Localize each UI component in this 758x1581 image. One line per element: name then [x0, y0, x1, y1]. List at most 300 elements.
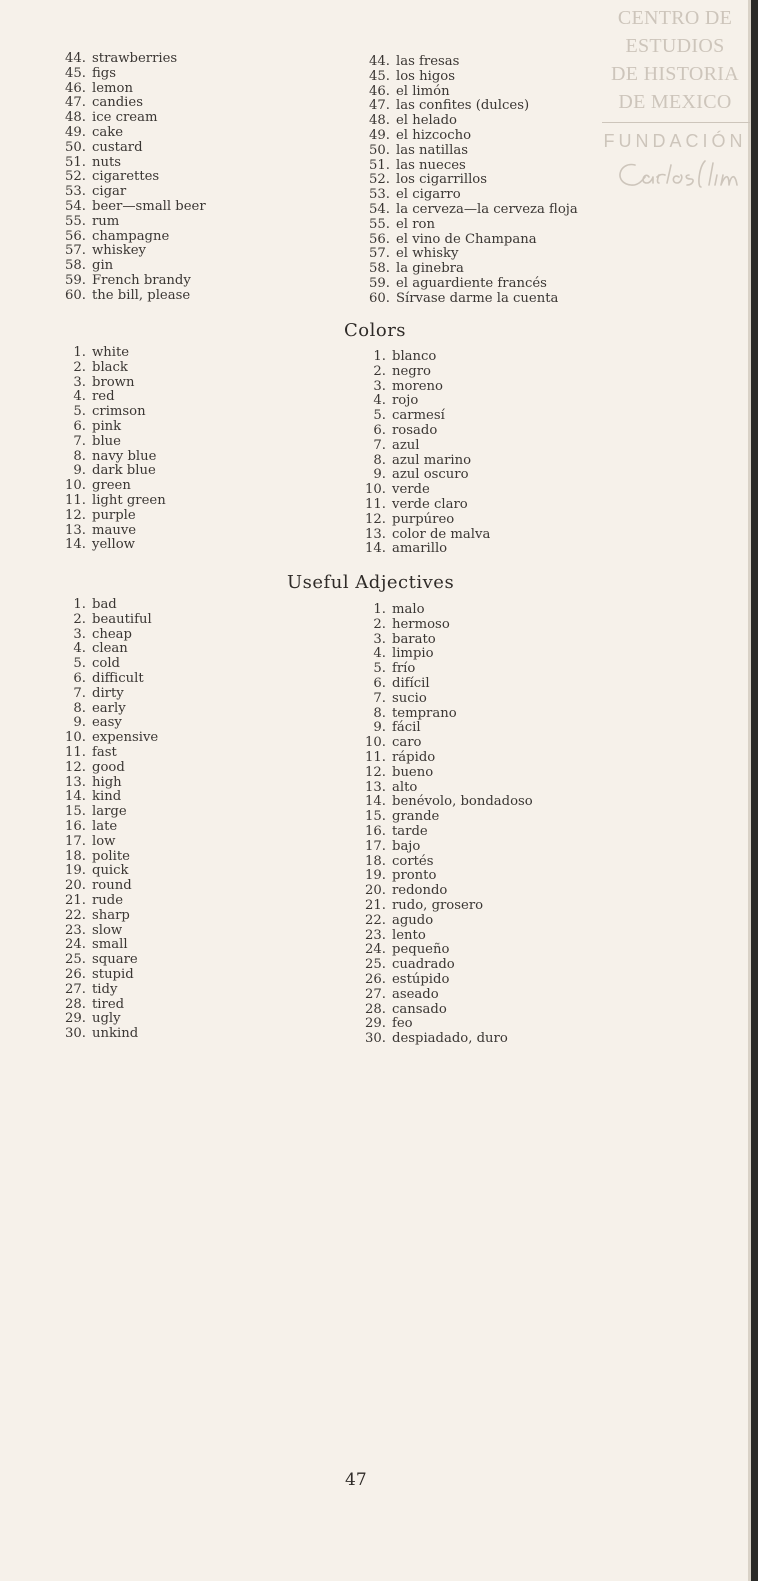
item-number: 7.: [73, 685, 86, 701]
item-text: stupid: [92, 966, 134, 982]
item-text: el helado: [396, 113, 457, 129]
item-text: temprano: [392, 705, 457, 721]
item-text: azul: [392, 437, 420, 453]
list: [62, 598, 158, 1042]
item-number: 53.: [65, 184, 86, 200]
list-item: [362, 810, 533, 825]
item-text: hermoso: [392, 616, 450, 632]
watermark: [600, 4, 750, 193]
item-number: 18.: [65, 848, 86, 864]
list-item: [362, 1032, 533, 1047]
item-text: pronto: [392, 868, 437, 884]
list-item: [62, 998, 158, 1013]
item-number: 4.: [73, 389, 86, 405]
item-number: 56.: [65, 228, 86, 244]
item-text: grande: [392, 809, 440, 825]
item-text: French brandy: [92, 272, 191, 288]
item-number: 3.: [73, 374, 86, 390]
item-text: pequeño: [392, 942, 450, 958]
list-item: [62, 156, 206, 171]
item-number: 49.: [369, 127, 390, 143]
item-text: purpúreo: [392, 511, 455, 527]
item-text: light green: [92, 492, 166, 508]
item-text: blue: [92, 433, 121, 449]
item-number: 45.: [65, 65, 86, 81]
list-item: [366, 159, 578, 174]
item-text: la cerveza—la cerveza floja: [396, 201, 578, 217]
list-item: [362, 483, 490, 498]
list-item: [62, 746, 158, 761]
list-item: [366, 247, 578, 262]
item-number: 29.: [65, 1011, 86, 1027]
item-number: 29.: [365, 1016, 386, 1032]
list-item: [62, 938, 158, 953]
list-item: [362, 781, 533, 796]
list-item: [62, 274, 206, 289]
item-number: 4.: [373, 646, 386, 662]
item-text: feo: [392, 1016, 413, 1032]
item-number: 14.: [65, 537, 86, 553]
item-text: bad: [92, 597, 117, 612]
item-number: 11.: [65, 492, 86, 508]
item-number: 12.: [365, 511, 386, 527]
list-item: [362, 618, 533, 633]
list-item: [62, 820, 158, 835]
list-item: [62, 598, 158, 613]
list-item: [362, 350, 490, 365]
item-number: 60.: [65, 287, 86, 303]
list-item: [62, 657, 158, 672]
list-item: [366, 85, 578, 100]
item-text: champagne: [92, 228, 170, 244]
list-item: [62, 850, 158, 865]
list-item: [362, 736, 533, 751]
item-text: difícil: [392, 675, 430, 691]
item-number: 24.: [65, 937, 86, 953]
list-item: [362, 1017, 533, 1032]
item-number: 54.: [369, 201, 390, 217]
item-text: tired: [92, 996, 125, 1012]
list-item: [62, 126, 206, 141]
item-number: 5.: [73, 656, 86, 672]
item-text: cigar: [92, 184, 127, 200]
item-number: 52.: [65, 169, 86, 185]
list-item: [62, 983, 158, 998]
list: [366, 55, 578, 307]
list-item: [62, 361, 166, 376]
item-text: large: [92, 804, 127, 820]
item-text: blanco: [392, 349, 437, 364]
item-text: el limón: [396, 83, 450, 99]
list-item: [362, 855, 533, 870]
item-text: lento: [392, 927, 426, 943]
list-item: [362, 394, 490, 409]
item-number: 11.: [65, 744, 86, 760]
list-item: [62, 479, 166, 494]
item-number: 5.: [73, 404, 86, 420]
list-item: [62, 376, 166, 391]
item-text: estúpido: [392, 971, 450, 987]
item-text: rum: [92, 213, 120, 229]
list-item: [62, 790, 158, 805]
list-item: [366, 55, 578, 70]
adjectives-list-spanish: [362, 603, 533, 1047]
item-number: 11.: [365, 749, 386, 765]
item-number: 19.: [365, 868, 386, 884]
list-item: [362, 647, 533, 662]
list-item: [62, 909, 158, 924]
item-text: fast: [92, 744, 117, 760]
list-item: [362, 795, 533, 810]
item-number: 44.: [65, 51, 86, 66]
item-text: rosado: [392, 422, 438, 438]
item-text: mauve: [92, 522, 137, 538]
item-number: 6.: [73, 670, 86, 686]
list-item: [62, 864, 158, 879]
item-text: despiadado, duro: [392, 1031, 508, 1047]
item-text: la ginebra: [396, 261, 464, 277]
list-item: [62, 435, 166, 450]
list-item: [62, 230, 206, 245]
list-item: [62, 141, 206, 156]
item-text: nuts: [92, 154, 122, 170]
item-text: Sírvase darme la cuenta: [396, 290, 559, 306]
item-number: 14.: [365, 541, 386, 557]
item-number: 56.: [369, 231, 390, 247]
item-number: 2.: [73, 611, 86, 627]
list-item: [362, 1003, 533, 1018]
list-item: [62, 731, 158, 746]
item-number: 55.: [369, 216, 390, 232]
item-text: crimson: [92, 404, 146, 420]
item-number: 12.: [65, 759, 86, 775]
item-number: 1.: [73, 597, 86, 612]
item-number: 25.: [365, 957, 386, 973]
item-number: 23.: [365, 927, 386, 943]
item-text: cansado: [392, 1001, 447, 1017]
item-text: late: [92, 818, 118, 834]
item-text: the bill, please: [92, 287, 191, 303]
item-number: 27.: [365, 986, 386, 1002]
item-text: los higos: [396, 68, 455, 84]
item-text: agudo: [392, 912, 434, 928]
list: [362, 350, 490, 557]
item-number: 45.: [369, 68, 390, 84]
item-number: 28.: [65, 996, 86, 1012]
item-number: 22.: [365, 912, 386, 928]
item-text: bajo: [392, 838, 421, 854]
item-number: 15.: [65, 804, 86, 820]
item-text: expensive: [92, 730, 159, 746]
item-text: azul marino: [392, 452, 472, 468]
item-text: green: [92, 478, 131, 494]
item-text: slow: [92, 922, 123, 938]
item-text: purple: [92, 507, 136, 523]
item-text: unkind: [92, 1026, 139, 1042]
item-number: 14.: [365, 794, 386, 810]
item-text: cold: [92, 656, 120, 672]
list-item: [62, 509, 166, 524]
list-item: [366, 129, 578, 144]
list-item: [62, 450, 166, 465]
list-item: [362, 677, 533, 692]
item-text: benévolo, bondadoso: [392, 794, 533, 810]
item-number: 1.: [373, 602, 386, 617]
item-number: 10.: [65, 730, 86, 746]
item-number: 10.: [365, 482, 386, 498]
item-text: cheap: [92, 626, 132, 642]
item-text: rápido: [392, 749, 436, 765]
item-text: lemon: [92, 80, 133, 96]
item-text: navy blue: [92, 448, 157, 464]
list-item: [362, 365, 490, 380]
item-text: gin: [92, 258, 114, 274]
item-number: 18.: [365, 853, 386, 869]
item-text: easy: [92, 715, 122, 731]
list-item: [362, 498, 490, 513]
list-item: [62, 538, 166, 553]
item-number: 3.: [73, 626, 86, 642]
item-number: 59.: [369, 275, 390, 291]
list-item: [62, 346, 166, 361]
item-number: 54.: [65, 198, 86, 214]
item-text: tarde: [392, 823, 428, 839]
list-item: [362, 603, 533, 618]
list-item: [362, 707, 533, 722]
item-number: 55.: [65, 213, 86, 229]
list-item: [362, 528, 490, 543]
item-number: 1.: [73, 345, 86, 360]
item-text: aseado: [392, 986, 439, 1002]
item-number: 8.: [73, 448, 86, 464]
list-item: [62, 420, 166, 435]
list-item: [62, 894, 158, 909]
item-text: las fresas: [396, 54, 460, 69]
list-item: [62, 1027, 158, 1042]
item-text: fácil: [392, 720, 421, 736]
item-number: 51.: [65, 154, 86, 170]
item-text: barato: [392, 631, 436, 647]
list-item: [62, 1012, 158, 1027]
list-item: [362, 973, 533, 988]
item-text: early: [92, 700, 126, 716]
item-number: 8.: [73, 700, 86, 716]
item-text: yellow: [92, 537, 135, 553]
item-number: 3.: [373, 631, 386, 647]
item-number: 9.: [73, 463, 86, 479]
list-item: [366, 99, 578, 114]
list-item: [362, 542, 490, 557]
item-number: 50.: [369, 142, 390, 158]
item-text: dark blue: [92, 463, 156, 479]
item-number: 5.: [373, 408, 386, 424]
item-number: 28.: [365, 1001, 386, 1017]
list: [362, 603, 533, 1047]
list-item: [62, 613, 158, 628]
list-item: [366, 292, 578, 307]
list-item: [62, 390, 166, 405]
item-text: amarillo: [392, 541, 448, 557]
item-text: brown: [92, 374, 135, 390]
signature-icon: [605, 157, 745, 193]
list-item: [366, 114, 578, 129]
item-number: 53.: [369, 187, 390, 203]
item-text: redondo: [392, 883, 448, 899]
list-item: [62, 776, 158, 791]
item-text: frío: [392, 661, 416, 677]
list-item: [366, 144, 578, 159]
list-item: [62, 805, 158, 820]
list-item: [362, 840, 533, 855]
item-text: rude: [92, 892, 124, 908]
item-text: beer—small beer: [92, 198, 206, 214]
item-number: 12.: [65, 507, 86, 523]
item-number: 8.: [373, 705, 386, 721]
watermark-line: DE MEXICO: [618, 91, 732, 113]
item-number: 22.: [65, 907, 86, 923]
item-text: el aguardiente francés: [396, 275, 547, 291]
item-number: 17.: [365, 838, 386, 854]
item-number: 2.: [73, 359, 86, 375]
list-item: [362, 899, 533, 914]
item-text: red: [92, 389, 115, 405]
item-text: malo: [392, 602, 425, 617]
list-item: [362, 692, 533, 707]
item-text: pink: [92, 418, 122, 434]
list-item: [62, 879, 158, 894]
list-item: [62, 642, 158, 657]
watermark-foundation: FUNDACIÓN: [603, 131, 747, 151]
item-text: dirty: [92, 685, 124, 701]
item-text: small: [92, 937, 128, 953]
list-item: [62, 96, 206, 111]
item-number: 2.: [373, 616, 386, 632]
list-item: [362, 943, 533, 958]
item-number: 30.: [365, 1031, 386, 1047]
page-number: 47: [345, 1470, 367, 1490]
item-text: good: [92, 759, 125, 775]
item-text: moreno: [392, 378, 443, 394]
list-item: [362, 513, 490, 528]
list-item: [62, 494, 166, 509]
list-item: [62, 628, 158, 643]
item-text: el hizcocho: [396, 127, 472, 143]
list-item: [62, 464, 166, 479]
list-item: [362, 409, 490, 424]
item-text: azul oscuro: [392, 467, 469, 483]
item-number: 48.: [65, 110, 86, 126]
item-text: carmesí: [392, 408, 445, 424]
item-text: low: [92, 833, 116, 849]
list-item: [62, 244, 206, 259]
list-item: [366, 203, 578, 218]
item-number: 9.: [73, 715, 86, 731]
item-number: 26.: [65, 966, 86, 982]
list-item: [362, 869, 533, 884]
item-text: rudo, grosero: [392, 897, 484, 913]
item-text: negro: [392, 363, 431, 379]
colors-list-spanish: [362, 350, 490, 557]
item-number: 10.: [65, 478, 86, 494]
item-number: 6.: [373, 675, 386, 691]
list-item: [62, 200, 206, 215]
list-item: [362, 662, 533, 677]
item-text: beautiful: [92, 611, 152, 627]
item-number: 12.: [365, 764, 386, 780]
item-number: 11.: [365, 496, 386, 512]
list-item: [62, 405, 166, 420]
item-text: high: [92, 774, 122, 790]
list-item: [362, 988, 533, 1003]
list-item: [62, 761, 158, 776]
item-number: 7.: [373, 437, 386, 453]
item-number: 3.: [373, 378, 386, 394]
item-number: 44.: [369, 54, 390, 69]
item-text: custard: [92, 139, 143, 155]
item-number: 15.: [365, 809, 386, 825]
list-item: [362, 884, 533, 899]
list-item: [62, 968, 158, 983]
item-text: las natillas: [396, 142, 468, 158]
item-number: 13.: [365, 779, 386, 795]
item-text: round: [92, 878, 132, 894]
item-text: bueno: [392, 764, 434, 780]
item-text: difficult: [92, 670, 144, 686]
item-text: el cigarro: [396, 187, 461, 203]
item-number: 59.: [65, 272, 86, 288]
list-item: [366, 188, 578, 203]
watermark-line: CENTRO DE: [617, 7, 733, 29]
item-text: las nueces: [396, 157, 466, 173]
item-number: 58.: [65, 258, 86, 274]
adjectives-list-english: [62, 598, 158, 1042]
item-number: 47.: [65, 95, 86, 111]
item-number: 16.: [365, 823, 386, 839]
list-item: [366, 262, 578, 277]
item-number: 19.: [65, 863, 86, 879]
item-number: 50.: [65, 139, 86, 155]
list-item: [362, 380, 490, 395]
list-item: [62, 687, 158, 702]
list-item: [362, 825, 533, 840]
item-number: 26.: [365, 971, 386, 987]
item-text: cigarettes: [92, 169, 160, 185]
item-text: cuadrado: [392, 957, 455, 973]
list-item: [62, 924, 158, 939]
item-number: 20.: [65, 878, 86, 894]
list-item: [366, 277, 578, 292]
item-number: 47.: [369, 98, 390, 114]
list-item: [362, 439, 490, 454]
item-number: 23.: [65, 922, 86, 938]
item-text: sharp: [92, 907, 130, 923]
item-text: figs: [92, 65, 117, 81]
list-item: [62, 67, 206, 82]
item-text: ugly: [92, 1011, 121, 1027]
item-number: 16.: [65, 818, 86, 834]
list-item: [362, 468, 490, 483]
item-number: 4.: [73, 641, 86, 657]
item-number: 9.: [373, 720, 386, 736]
section-title-adjectives: Useful Adjectives: [287, 572, 455, 593]
item-number: 6.: [373, 422, 386, 438]
section-title-colors: Colors: [344, 320, 407, 341]
item-number: 7.: [73, 433, 86, 449]
watermark-line: DE HISTORIA: [611, 63, 739, 85]
item-number: 49.: [65, 124, 86, 140]
colors-list-english: [62, 346, 166, 553]
list-item: [62, 52, 206, 67]
